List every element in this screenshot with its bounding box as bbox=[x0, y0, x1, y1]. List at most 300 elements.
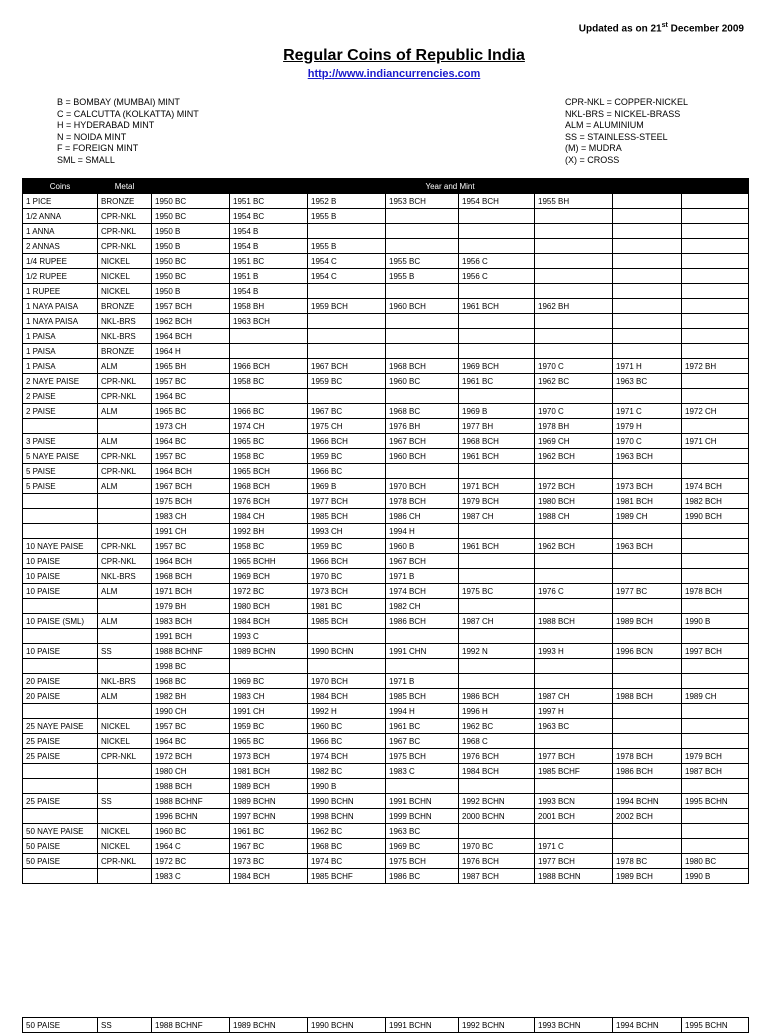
table-cell bbox=[459, 629, 535, 644]
legend-item: N = NOIDA MINT bbox=[57, 131, 127, 142]
table-cell: CPR-NKL bbox=[98, 374, 152, 389]
table-cell: 1961 BCH bbox=[459, 299, 535, 314]
table-cell: 1986 BCH bbox=[613, 764, 682, 779]
table-cell: 1955 B bbox=[386, 269, 459, 284]
table-cell: CPR-NKL bbox=[98, 209, 152, 224]
legend-item: H = HYDERABAD MINT bbox=[57, 120, 155, 130]
table-cell: 1971 BCH bbox=[152, 584, 230, 599]
table-cell: 1992 BCHN bbox=[459, 1018, 535, 1033]
metal-legend bbox=[565, 97, 688, 166]
table-row bbox=[23, 344, 749, 359]
table-cell: 2000 BCHN bbox=[459, 809, 535, 824]
table-cell: NICKEL bbox=[98, 284, 152, 299]
table-cell: 2 NAYE PAISE bbox=[23, 374, 98, 389]
table-cell: 1967 BC bbox=[308, 404, 386, 419]
table-cell: 1969 BCH bbox=[230, 569, 308, 584]
legend-item: B = BOMBAY (MUMBAI) MINT bbox=[57, 97, 180, 107]
table-row bbox=[23, 704, 749, 719]
table-cell: NKL-BRS bbox=[98, 329, 152, 344]
table-cell: 1967 BC bbox=[230, 839, 308, 854]
table-cell bbox=[535, 269, 613, 284]
table-cell: 1973 CH bbox=[152, 419, 230, 434]
table-cell: 1957 BC bbox=[152, 539, 230, 554]
table-cell: 1994 BCHN bbox=[613, 794, 682, 809]
table-cell: 1975 CH bbox=[308, 419, 386, 434]
table-cell bbox=[682, 704, 749, 719]
table-cell: 1957 BC bbox=[152, 719, 230, 734]
table-cell: 1989 BCH bbox=[613, 869, 682, 884]
table-cell: 1963 BCH bbox=[230, 314, 308, 329]
table-cell bbox=[535, 314, 613, 329]
table-cell: 1959 BC bbox=[308, 539, 386, 554]
table-cell bbox=[23, 704, 98, 719]
table-row bbox=[23, 629, 749, 644]
table-row bbox=[23, 404, 749, 419]
table-cell: 1962 BCH bbox=[152, 314, 230, 329]
table-cell: 1999 BCHN bbox=[386, 809, 459, 824]
table-cell: 1969 B bbox=[308, 479, 386, 494]
table-cell: 50 PAISE bbox=[23, 839, 98, 854]
table-cell: 1975 BCH bbox=[386, 749, 459, 764]
table-cell: 1985 BCH bbox=[386, 689, 459, 704]
table-cell: 1968 BC bbox=[308, 839, 386, 854]
table-cell: 1956 C bbox=[459, 254, 535, 269]
table-cell: NKL-BRS bbox=[98, 314, 152, 329]
table-cell bbox=[98, 509, 152, 524]
table-cell: BRONZE bbox=[98, 194, 152, 209]
table-cell: 1969 BC bbox=[230, 674, 308, 689]
legend-item: ALM = ALUMINIUM bbox=[565, 120, 644, 130]
table-cell: 1962 BH bbox=[535, 299, 613, 314]
table-cell: 1952 B bbox=[308, 194, 386, 209]
table-cell bbox=[535, 389, 613, 404]
table-cell: 1998 BCHN bbox=[308, 809, 386, 824]
table-cell: 1984 BCH bbox=[459, 764, 535, 779]
table-cell: 5 NAYE PAISE bbox=[23, 449, 98, 464]
table-cell bbox=[386, 314, 459, 329]
table-cell: 1968 BC bbox=[152, 674, 230, 689]
table-cell bbox=[459, 674, 535, 689]
table-cell bbox=[23, 524, 98, 539]
table-row bbox=[23, 314, 749, 329]
table-cell bbox=[386, 629, 459, 644]
table-cell: 1964 C bbox=[152, 839, 230, 854]
table-cell: 1982 BC bbox=[308, 764, 386, 779]
table-cell bbox=[308, 629, 386, 644]
table-cell: 1993 CH bbox=[308, 524, 386, 539]
table-cell: 50 PAISE bbox=[23, 854, 98, 869]
table-cell: 1954 BCH bbox=[459, 194, 535, 209]
table-cell bbox=[308, 329, 386, 344]
table-cell bbox=[682, 374, 749, 389]
table-cell: 1960 BC bbox=[386, 374, 459, 389]
table-cell bbox=[613, 569, 682, 584]
table-cell: 1997 BCHN bbox=[230, 809, 308, 824]
table-cell bbox=[308, 284, 386, 299]
table-cell: 1954 C bbox=[308, 254, 386, 269]
table-cell: 1977 BCH bbox=[535, 749, 613, 764]
table-cell: 1987 CH bbox=[535, 689, 613, 704]
table-cell bbox=[535, 524, 613, 539]
table-cell: 1983 CH bbox=[152, 509, 230, 524]
table-cell: 1981 BCH bbox=[613, 494, 682, 509]
table-cell: 1993 C bbox=[230, 629, 308, 644]
table-cell: 1964 BCH bbox=[152, 329, 230, 344]
table-cell: 1988 BCH bbox=[613, 689, 682, 704]
table-row bbox=[23, 584, 749, 599]
table-cell bbox=[682, 314, 749, 329]
table-cell: ALM bbox=[98, 584, 152, 599]
table-cell: 1958 BC bbox=[230, 449, 308, 464]
table-cell: 1979 BH bbox=[152, 599, 230, 614]
table-cell: 1963 BC bbox=[386, 824, 459, 839]
table-cell: 1995 BCHN bbox=[682, 1018, 749, 1033]
table-cell bbox=[535, 599, 613, 614]
table-cell: 1964 BCH bbox=[152, 554, 230, 569]
table-cell: 1985 BCHF bbox=[535, 764, 613, 779]
table-row bbox=[23, 374, 749, 389]
table-cell bbox=[535, 344, 613, 359]
table-cell: 1971 C bbox=[613, 404, 682, 419]
table-cell: 1974 CH bbox=[230, 419, 308, 434]
table-cell: 1960 BC bbox=[152, 824, 230, 839]
table-cell bbox=[535, 224, 613, 239]
table-cell: 1980 BCH bbox=[535, 494, 613, 509]
table-cell: 1970 BCH bbox=[386, 479, 459, 494]
table-cell: 1989 BCHN bbox=[230, 644, 308, 659]
table-cell: 1986 BC bbox=[386, 869, 459, 884]
table-cell: 1971 B bbox=[386, 569, 459, 584]
table-cell bbox=[682, 194, 749, 209]
table-cell: 1955 B bbox=[308, 239, 386, 254]
table-cell: 1970 C bbox=[613, 434, 682, 449]
table-cell: 1967 BCH bbox=[152, 479, 230, 494]
table-cell: 1960 BC bbox=[308, 719, 386, 734]
table-row bbox=[23, 434, 749, 449]
table-cell: 1985 BCHF bbox=[308, 869, 386, 884]
table-cell: 25 PAISE bbox=[23, 749, 98, 764]
table-cell: 1950 BC bbox=[152, 194, 230, 209]
table-cell: 1996 BCHN bbox=[152, 809, 230, 824]
table-cell: 1984 BCH bbox=[308, 689, 386, 704]
table-cell: 20 PAISE bbox=[23, 674, 98, 689]
table-cell bbox=[23, 764, 98, 779]
table-cell: 1967 BCH bbox=[386, 554, 459, 569]
table-row bbox=[23, 599, 749, 614]
table-cell bbox=[682, 464, 749, 479]
table-cell: 1967 BC bbox=[386, 734, 459, 749]
table-cell: 1990 BCHN bbox=[308, 644, 386, 659]
table-row bbox=[23, 839, 749, 854]
table-cell: 1958 BC bbox=[230, 539, 308, 554]
table-cell: 1950 BC bbox=[152, 269, 230, 284]
table-row bbox=[23, 299, 749, 314]
table-cell bbox=[308, 344, 386, 359]
table-cell: 1986 CH bbox=[386, 509, 459, 524]
table-cell: 1988 CH bbox=[535, 509, 613, 524]
table-cell: 1966 BCH bbox=[308, 434, 386, 449]
table-cell: 1996 BCN bbox=[613, 644, 682, 659]
table-cell bbox=[682, 674, 749, 689]
table-row bbox=[23, 269, 749, 284]
table-cell: 1976 BCH bbox=[459, 854, 535, 869]
table-cell: CPR-NKL bbox=[98, 224, 152, 239]
table-cell: CPR-NKL bbox=[98, 389, 152, 404]
table-cell: 1950 BC bbox=[152, 254, 230, 269]
table-cell bbox=[682, 329, 749, 344]
table-cell bbox=[23, 599, 98, 614]
table-row bbox=[23, 779, 749, 794]
page-title: Regular Coins of Republic India bbox=[283, 47, 525, 64]
table-cell: 1971 H bbox=[613, 359, 682, 374]
table-cell bbox=[535, 779, 613, 794]
table-cell: 1992 H bbox=[308, 704, 386, 719]
table-cell bbox=[613, 299, 682, 314]
table-cell: 1955 BC bbox=[386, 254, 459, 269]
table-cell: SS bbox=[98, 794, 152, 809]
table-cell bbox=[682, 254, 749, 269]
table-cell: 1985 BCH bbox=[308, 614, 386, 629]
table-cell: 1956 C bbox=[459, 269, 535, 284]
table-cell: 1954 BC bbox=[230, 209, 308, 224]
table-cell: 1955 BH bbox=[535, 194, 613, 209]
table-cell: CPR-NKL bbox=[98, 554, 152, 569]
table-cell: 1/2 RUPEE bbox=[23, 269, 98, 284]
table-cell bbox=[308, 389, 386, 404]
table-cell: 1959 BC bbox=[308, 374, 386, 389]
table-cell bbox=[535, 239, 613, 254]
table-cell bbox=[98, 764, 152, 779]
table-row bbox=[23, 1018, 749, 1033]
table-cell bbox=[386, 329, 459, 344]
table-cell: 1955 B bbox=[308, 209, 386, 224]
table-cell bbox=[308, 224, 386, 239]
table-cell: 1990 B bbox=[682, 614, 749, 629]
table-cell: 1989 CH bbox=[682, 689, 749, 704]
table-cell: 1 ANNA bbox=[23, 224, 98, 239]
table-cell bbox=[682, 809, 749, 824]
table-cell bbox=[459, 239, 535, 254]
table-cell: 1954 C bbox=[308, 269, 386, 284]
table-cell: 1968 BCH bbox=[230, 479, 308, 494]
table-row bbox=[23, 824, 749, 839]
table-cell bbox=[613, 599, 682, 614]
table-cell: 1989 CH bbox=[613, 509, 682, 524]
table-cell: 1970 BCH bbox=[308, 674, 386, 689]
table-cell: 1970 BC bbox=[308, 569, 386, 584]
table-cell bbox=[23, 779, 98, 794]
table-cell: 1972 CH bbox=[682, 404, 749, 419]
table-cell bbox=[613, 329, 682, 344]
table-cell bbox=[682, 659, 749, 674]
table-cell: 1978 BCH bbox=[682, 584, 749, 599]
table-row bbox=[23, 689, 749, 704]
table-cell: 1972 BC bbox=[230, 584, 308, 599]
table-cell: 1978 BCH bbox=[386, 494, 459, 509]
table-cell bbox=[613, 824, 682, 839]
table-row bbox=[23, 554, 749, 569]
table-cell bbox=[459, 599, 535, 614]
table-cell: 1979 BCH bbox=[459, 494, 535, 509]
table-cell: 1965 BCHH bbox=[230, 554, 308, 569]
table-row bbox=[23, 749, 749, 764]
table-cell: 20 PAISE bbox=[23, 689, 98, 704]
table-cell: 1961 BC bbox=[459, 374, 535, 389]
table-cell bbox=[230, 329, 308, 344]
table-cell bbox=[613, 269, 682, 284]
table-cell: 1990 B bbox=[682, 869, 749, 884]
table-row bbox=[23, 734, 749, 749]
table-cell: 1988 BCH bbox=[152, 779, 230, 794]
column-header-year-mint: Year and Mint bbox=[152, 179, 749, 194]
table-cell bbox=[613, 209, 682, 224]
table-header-row bbox=[23, 179, 749, 194]
table-cell: 1983 CH bbox=[230, 689, 308, 704]
legend-item: (X) = CROSS bbox=[565, 154, 620, 165]
table-cell: 1958 BC bbox=[230, 374, 308, 389]
table-cell bbox=[682, 524, 749, 539]
table-cell: 1982 BH bbox=[152, 689, 230, 704]
table-cell bbox=[613, 344, 682, 359]
table-cell: ALM bbox=[98, 689, 152, 704]
legend-item: C = CALCUTTA (KOLKATTA) MINT bbox=[57, 108, 199, 119]
table-cell bbox=[459, 284, 535, 299]
table-cell: NICKEL bbox=[98, 719, 152, 734]
table-cell: 1972 BCH bbox=[152, 749, 230, 764]
table-row bbox=[23, 254, 749, 269]
table-cell: 2002 BCH bbox=[613, 809, 682, 824]
table-cell: 1994 H bbox=[386, 524, 459, 539]
table-cell: 1962 BCH bbox=[535, 449, 613, 464]
table-cell: 1995 BCHN bbox=[682, 794, 749, 809]
table-cell bbox=[535, 824, 613, 839]
table-cell: 1959 BCH bbox=[308, 299, 386, 314]
table-cell bbox=[386, 389, 459, 404]
table-cell: 1990 BCHN bbox=[308, 1018, 386, 1033]
table-cell bbox=[613, 554, 682, 569]
table-row bbox=[23, 419, 749, 434]
table-cell: 1965 BC bbox=[230, 434, 308, 449]
table-cell: 10 PAISE bbox=[23, 584, 98, 599]
table-cell: 1965 BC bbox=[230, 734, 308, 749]
table-cell bbox=[23, 869, 98, 884]
table-row bbox=[23, 869, 749, 884]
table-cell bbox=[535, 659, 613, 674]
table-cell bbox=[459, 224, 535, 239]
table-cell: 1973 BC bbox=[230, 854, 308, 869]
table-cell: 1968 C bbox=[459, 734, 535, 749]
table-cell: 1980 CH bbox=[152, 764, 230, 779]
website-link[interactable]: http://www.indiancurrencies.com bbox=[307, 68, 481, 80]
table-cell: 1964 BCH bbox=[152, 464, 230, 479]
table-cell: 1951 B bbox=[230, 269, 308, 284]
table-cell: 1965 BCH bbox=[230, 464, 308, 479]
table-cell: 1975 BCH bbox=[386, 854, 459, 869]
table-cell bbox=[682, 389, 749, 404]
table-cell: 1968 BC bbox=[386, 404, 459, 419]
table-cell bbox=[535, 329, 613, 344]
table-row bbox=[23, 794, 749, 809]
table-cell: 1981 BC bbox=[308, 599, 386, 614]
table-cell: 1961 BC bbox=[386, 719, 459, 734]
table-cell: 1951 BC bbox=[230, 194, 308, 209]
table-cell: 1991 CH bbox=[152, 524, 230, 539]
table-cell: 1954 B bbox=[230, 224, 308, 239]
table-cell bbox=[682, 629, 749, 644]
table-cell: 1971 CH bbox=[682, 434, 749, 449]
table-cell: 1963 BC bbox=[535, 719, 613, 734]
table-cell: 1966 BC bbox=[230, 404, 308, 419]
table-cell: 1962 BC bbox=[308, 824, 386, 839]
table-cell: 50 PAISE bbox=[23, 1018, 98, 1033]
table-cell: 5 PAISE bbox=[23, 464, 98, 479]
table-cell: 1951 BC bbox=[230, 254, 308, 269]
table-cell: CPR-NKL bbox=[98, 239, 152, 254]
table-cell: 1990 B bbox=[308, 779, 386, 794]
table-row bbox=[23, 674, 749, 689]
table-cell: NKL-BRS bbox=[98, 569, 152, 584]
table-cell bbox=[535, 674, 613, 689]
legend-item: (M) = MUDRA bbox=[565, 143, 622, 153]
table-cell: 1984 BCH bbox=[230, 614, 308, 629]
table-cell: 1964 H bbox=[152, 344, 230, 359]
table-cell bbox=[613, 239, 682, 254]
table-cell: 1/2 ANNA bbox=[23, 209, 98, 224]
table-cell: 1978 BC bbox=[613, 854, 682, 869]
table-cell bbox=[459, 314, 535, 329]
table-cell: 1965 BC bbox=[152, 404, 230, 419]
table-cell bbox=[535, 209, 613, 224]
table-cell: 1970 C bbox=[535, 404, 613, 419]
table-cell: 1950 BC bbox=[152, 209, 230, 224]
table-cell: 1983 C bbox=[386, 764, 459, 779]
table-cell: 1972 BCH bbox=[535, 479, 613, 494]
table-cell: 1962 BC bbox=[459, 719, 535, 734]
table-row bbox=[23, 464, 749, 479]
table-cell bbox=[98, 704, 152, 719]
table-cell: 1987 BCH bbox=[459, 869, 535, 884]
table-cell: 1979 H bbox=[613, 419, 682, 434]
table-cell: NICKEL bbox=[98, 254, 152, 269]
table-cell bbox=[98, 419, 152, 434]
table-cell: 1997 H bbox=[535, 704, 613, 719]
table-row bbox=[23, 209, 749, 224]
table-cell bbox=[613, 839, 682, 854]
table-cell bbox=[682, 734, 749, 749]
table-cell: NICKEL bbox=[98, 269, 152, 284]
table-row bbox=[23, 539, 749, 554]
table-cell bbox=[459, 779, 535, 794]
table-cell: 1993 BCN bbox=[535, 794, 613, 809]
table-cell: 1950 B bbox=[152, 239, 230, 254]
table-row bbox=[23, 239, 749, 254]
table-row bbox=[23, 644, 749, 659]
table-cell: 1973 BCH bbox=[613, 479, 682, 494]
table-row bbox=[23, 494, 749, 509]
table-row bbox=[23, 809, 749, 824]
table-cell: 1987 BCH bbox=[682, 764, 749, 779]
table-cell: 1990 BCHN bbox=[308, 794, 386, 809]
table-cell: 1971 B bbox=[386, 674, 459, 689]
table-cell: 10 PAISE bbox=[23, 644, 98, 659]
table-cell: 1992 N bbox=[459, 644, 535, 659]
table-cell: 1961 BCH bbox=[459, 539, 535, 554]
table-cell bbox=[682, 719, 749, 734]
table-cell: 1988 BCHNF bbox=[152, 644, 230, 659]
table-cell bbox=[459, 659, 535, 674]
table-cell: 1986 BCH bbox=[386, 614, 459, 629]
table-cell: 1954 B bbox=[230, 239, 308, 254]
